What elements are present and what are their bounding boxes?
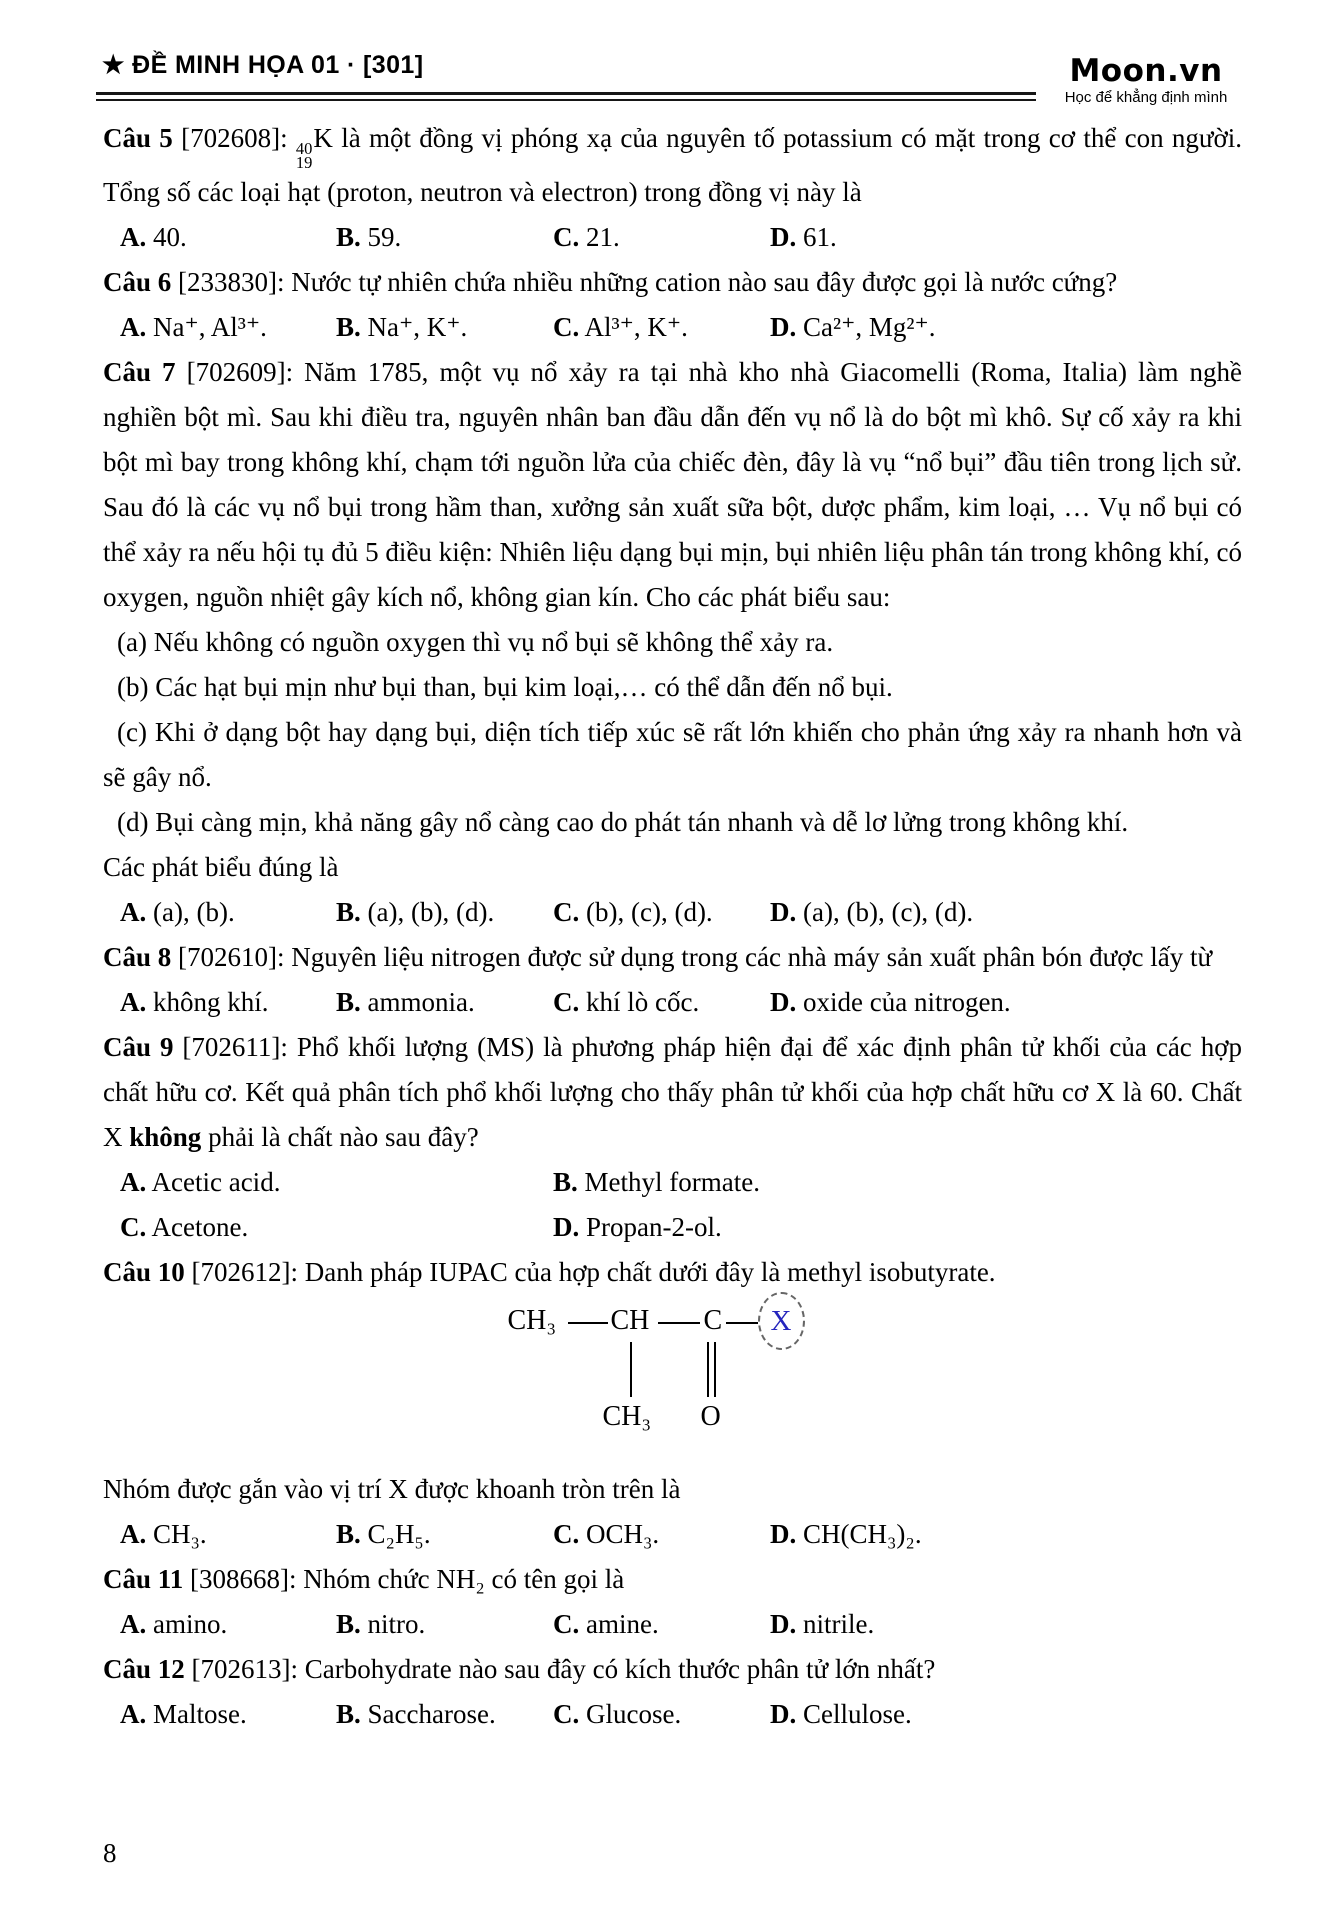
option-text: Maltose. — [153, 1699, 247, 1729]
isotope-mass: 40 — [295, 139, 313, 158]
structure-atom-ch: CH — [610, 1305, 650, 1336]
option-text: 59. — [367, 222, 402, 252]
option-letter: A. — [120, 1609, 147, 1639]
q5-option-a — [120, 215, 336, 260]
question-8-options — [103, 980, 1242, 1025]
question-12-body: Carbohydrate nào sau đây có kích thước phân tử lớn nhất? — [304, 1654, 936, 1684]
isotope-notation — [296, 116, 333, 170]
bond-horizontal-1 — [568, 1322, 608, 1324]
question-9-text — [103, 1025, 1242, 1160]
q8-option-c — [553, 980, 770, 1025]
q7-closing: Các phát biểu đúng là — [103, 852, 339, 882]
question-8-body: Nguyên liệu nitrogen được sử dụng trong các nhà máy sản xuất phân bón được lấy từ — [291, 942, 1213, 972]
q11-option-d — [770, 1602, 1242, 1647]
q9-option-b — [553, 1160, 1242, 1205]
option-text: oxide của nitrogen. — [803, 987, 1011, 1017]
question-7-text — [103, 350, 1242, 620]
option-text: nitrile. — [803, 1609, 875, 1639]
option-letter: B. — [336, 1519, 361, 1549]
option-text: amino. — [153, 1609, 228, 1639]
question-5-code: [702608]: — [181, 123, 288, 153]
question-5-options — [103, 215, 1242, 260]
option-text: Ca²⁺, Mg²⁺. — [803, 312, 936, 342]
question-9-label: Câu 9 — [103, 1032, 174, 1062]
question-7-label: Câu 7 — [103, 357, 176, 387]
question-9-code: [702611]: — [182, 1032, 288, 1062]
question-6-options — [103, 305, 1242, 350]
question-9-options-row-1 — [103, 1160, 1242, 1205]
option-letter: B. — [336, 312, 361, 342]
option-text: (a), (b). — [153, 897, 235, 927]
bond-horizontal-3 — [726, 1322, 758, 1324]
question-11-body: Nhóm chức NH₂ có tên gọi là — [303, 1564, 625, 1594]
exam-body — [0, 101, 1342, 1737]
option-letter: C. — [553, 1519, 580, 1549]
isotope-atomic: 19 — [295, 153, 313, 172]
option-letter: A. — [120, 987, 147, 1017]
structure-atom-ch3-bottom: CH₃ — [602, 1401, 652, 1432]
question-10-note: Nhóm được gắn vào vị trí X được khoanh tròn trên là — [103, 1474, 681, 1504]
isotope-symbol: K — [313, 123, 333, 153]
option-letter: C. — [120, 1212, 147, 1242]
q10-option-c — [553, 1512, 770, 1557]
option-text: Saccharose. — [367, 1699, 496, 1729]
option-text: C₂H₅. — [367, 1519, 431, 1549]
option-text: CH₃. — [153, 1519, 207, 1549]
q11-option-c — [553, 1602, 770, 1647]
q12-option-b — [336, 1692, 553, 1737]
logo-wordmark: Moon.vn — [1069, 53, 1223, 89]
x-label: X — [770, 1305, 792, 1337]
option-text: Glucose. — [586, 1699, 682, 1729]
question-10-text — [103, 1250, 1242, 1295]
q7-statement-a: (a) Nếu không có nguồn oxygen thì vụ nổ bụi sẽ không thể xảy ra. — [117, 627, 834, 657]
question-9-body-after: phải là chất nào sau đây? — [208, 1122, 479, 1152]
q10-option-d — [770, 1512, 1242, 1557]
question-11-label: Câu 11 — [103, 1564, 184, 1594]
bond-vertical-single — [630, 1342, 632, 1397]
option-letter: D. — [770, 222, 797, 252]
option-text: Acetone. — [151, 1212, 249, 1242]
question-8-text — [103, 935, 1242, 980]
option-text: Methyl formate. — [584, 1167, 760, 1197]
option-letter: C. — [553, 1609, 580, 1639]
q5-option-b — [336, 215, 553, 260]
option-text: Na⁺, K⁺. — [367, 312, 468, 342]
circled-x-group — [758, 1292, 805, 1350]
bond-vertical-double — [707, 1342, 716, 1397]
question-6-body: Nước tự nhiên chứa nhiều những cation nào sau đây được gọi là nước cứng? — [291, 267, 1118, 297]
option-text: Cellulose. — [803, 1699, 912, 1729]
option-letter: D. — [770, 1519, 797, 1549]
question-10-label: Câu 10 — [103, 1257, 185, 1287]
q12-option-d — [770, 1692, 1242, 1737]
option-letter: C. — [553, 222, 580, 252]
question-7-body: Năm 1785, một vụ nổ xảy ra tại nhà kho nhà Giacomelli (Roma, Italia) làm nghề nghiền bột mì. Sau khi điều tra, nguyên nhân ban đầu dẫn đến vụ nổ là do bột mì khô. Sự cố xảy ra khi bột mì bay trong không khí, chạm tới nguồn lửa của chiếc đèn, đây là vụ “nổ bụi” đầu tiên trong lịch sử. Sau đó là các vụ nổ bụi trong hầm than, xưởng sản xuất sữa bột, dược phẩm, kim loại, … Vụ nổ bụi có thể xảy ra nếu hội tụ đủ 5 điều kiện: Nhiên liệu dạng bụi mịn, bụi nhiên liệu phân tán trong không khí, có oxygen, nguồn nhiệt gây kích nổ, không gian kín. Cho các phát biểu sau: — [103, 357, 1243, 612]
option-text: Acetic acid. — [151, 1167, 281, 1197]
question-5-label: Câu 5 — [103, 123, 173, 153]
question-6-text — [103, 260, 1242, 305]
question-5-body: là một đồng vị phóng xạ của nguyên tố potassium có mặt trong cơ thể con người. Tổng số các loại hạt (proton, neutron và electron) trong đồng vị này là — [103, 123, 1243, 207]
q6-option-a — [120, 305, 336, 350]
q7-option-c — [553, 890, 770, 935]
brand-logo — [1036, 55, 1246, 107]
question-9-body-before: Phổ khối lượng (MS) là phương pháp hiện đại để xác định phân tử khối của các hợp chất hữu cơ. Kết quả phân tích phổ khối lượng cho thấy phân tử khối của hợp chất hữu cơ X là 60. Chất X — [103, 1032, 1243, 1152]
option-letter: B. — [336, 987, 361, 1017]
structure-atom-ch3-left: CH₃ — [507, 1305, 557, 1336]
option-letter: B. — [336, 222, 361, 252]
question-11-text — [103, 1557, 1242, 1602]
q7-option-d — [770, 890, 1242, 935]
q7-option-a — [120, 890, 336, 935]
option-letter: D. — [770, 312, 797, 342]
q5-option-d — [770, 215, 1242, 260]
q7-statement-b: (b) Các hạt bụi mịn như bụi than, bụi kim loại,… có thể dẫn đến nổ bụi. — [117, 672, 893, 702]
q6-option-d — [770, 305, 1242, 350]
option-letter: C. — [553, 897, 580, 927]
option-letter: A. — [120, 222, 147, 252]
question-7-options — [103, 890, 1242, 935]
q11-option-a — [120, 1602, 336, 1647]
option-letter: D. — [770, 1699, 797, 1729]
structure-atom-o: O — [700, 1401, 721, 1432]
question-10-options — [103, 1512, 1242, 1557]
q7-option-b — [336, 890, 553, 935]
q12-option-a — [120, 1692, 336, 1737]
q11-option-b — [336, 1602, 553, 1647]
q10-option-a — [120, 1512, 336, 1557]
option-text: (a), (b), (c), (d). — [803, 897, 974, 927]
option-text: khí lò cốc. — [586, 987, 700, 1017]
q12-option-c — [553, 1692, 770, 1737]
question-6-code: [233830]: — [178, 267, 285, 297]
option-letter: D. — [770, 897, 797, 927]
question-8-label: Câu 8 — [103, 942, 172, 972]
q6-option-b — [336, 305, 553, 350]
option-text: 61. — [803, 222, 837, 252]
question-9-bold-word: không — [129, 1122, 202, 1152]
option-text: không khí. — [153, 987, 269, 1017]
page-header — [0, 0, 1342, 106]
q7-statement-c: (c) Khi ở dạng bột hay dạng bụi, diện tích tiếp xúc sẽ rất lớn khiến cho phản ứng xảy ra nhanh hơn và sẽ gây nổ. — [103, 717, 1242, 792]
exam-title: ★ ĐỀ MINH HỌA 01 · [301] — [102, 51, 424, 79]
option-letter: B. — [336, 897, 361, 927]
q8-option-b — [336, 980, 553, 1025]
option-text: ammonia. — [367, 987, 475, 1017]
option-letter: B. — [553, 1167, 578, 1197]
page-number: 8 — [103, 1838, 117, 1868]
option-text: (b), (c), (d). — [586, 897, 713, 927]
question-10-code: [702612]: — [191, 1257, 298, 1287]
question-7-code: [702609]: — [186, 357, 294, 387]
option-text: Propan-2-ol. — [586, 1212, 722, 1242]
option-letter: D. — [770, 1609, 797, 1639]
question-9-options-row-2 — [103, 1205, 1242, 1250]
header-divider — [96, 92, 1036, 101]
option-letter: A. — [120, 1699, 147, 1729]
q9-option-c — [120, 1205, 553, 1250]
question-10-body: Danh pháp IUPAC của hợp chất dưới đây là methyl isobutyrate. — [304, 1257, 996, 1287]
option-text: amine. — [586, 1609, 659, 1639]
q7-statement-d: (d) Bụi càng mịn, khả năng gây nổ càng cao do phát tán nhanh và dễ lơ lửng trong không khí. — [117, 807, 1129, 837]
option-text: OCH₃. — [586, 1519, 660, 1549]
q10-option-b — [336, 1512, 553, 1557]
option-letter: A. — [120, 1519, 147, 1549]
option-text: 21. — [586, 222, 620, 252]
q9-option-d — [553, 1205, 1242, 1250]
isotope-numbers — [295, 139, 313, 172]
question-11-options — [103, 1602, 1242, 1647]
option-letter: A. — [120, 897, 147, 927]
q9-option-a — [120, 1160, 553, 1205]
structure-atom-c: C — [703, 1305, 723, 1336]
option-letter: A. — [120, 1167, 147, 1197]
question-12-code: [702613]: — [191, 1654, 298, 1684]
q5-option-c — [553, 215, 770, 260]
question-11-code: [308668]: — [190, 1564, 297, 1594]
question-12-label: Câu 12 — [103, 1654, 185, 1684]
option-text: 40. — [153, 222, 187, 252]
question-8-code: [702610]: — [178, 942, 285, 972]
chemical-structure-figure — [508, 1305, 838, 1463]
option-text: CH(CH₃)₂. — [803, 1519, 922, 1549]
question-6-label: Câu 6 — [103, 267, 172, 297]
option-text: (a), (b), (d). — [367, 897, 495, 927]
logo-tagline: Học để khẳng định mình — [1064, 89, 1228, 106]
header-main — [96, 50, 1036, 101]
option-text: Na⁺, Al³⁺. — [153, 312, 267, 342]
option-letter: C. — [553, 987, 580, 1017]
question-12-options — [103, 1692, 1242, 1737]
question-12-text — [103, 1647, 1242, 1692]
question-5-text — [103, 116, 1242, 215]
option-letter: C. — [553, 312, 580, 342]
option-letter: D. — [553, 1212, 580, 1242]
option-text: nitro. — [367, 1609, 426, 1639]
option-letter: B. — [336, 1609, 361, 1639]
q8-option-a — [120, 980, 336, 1025]
option-letter: B. — [336, 1699, 361, 1729]
option-text: Al³⁺, K⁺. — [584, 312, 688, 342]
option-letter: C. — [553, 1699, 580, 1729]
q6-option-c — [553, 305, 770, 350]
option-letter: A. — [120, 312, 147, 342]
q8-option-d — [770, 980, 1242, 1025]
bond-horizontal-2 — [658, 1322, 700, 1324]
option-letter: D. — [770, 987, 797, 1017]
